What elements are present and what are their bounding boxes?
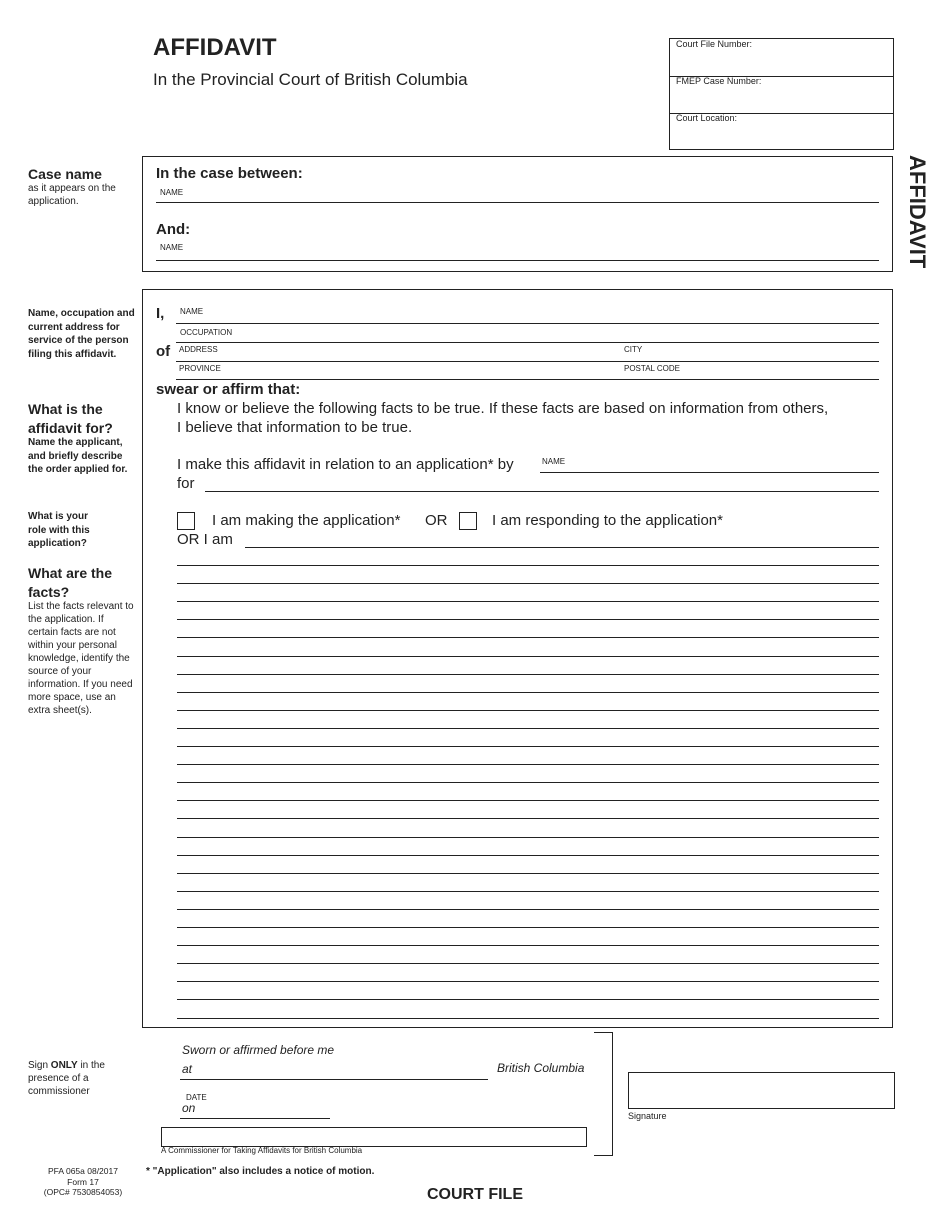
party1-name-label: NAME [160, 188, 184, 197]
side-title: AFFIDAVIT [905, 155, 930, 269]
order-applied-line[interactable] [205, 491, 879, 492]
party2-name-line[interactable] [156, 260, 879, 261]
address-line[interactable] [176, 361, 879, 362]
sign-note: Sign ONLY in the presence of a commissioner [28, 1060, 105, 1097]
fact-line[interactable] [177, 800, 879, 801]
purpose-note: Name the applicant, and briefly describe the order applied for. [28, 437, 128, 475]
fact-line[interactable] [177, 1018, 879, 1019]
swear-label: swear or affirm that: [156, 381, 301, 398]
fact-line[interactable] [177, 909, 879, 910]
fact-line[interactable] [177, 637, 879, 638]
court-location-field[interactable]: Court Location: [676, 113, 738, 123]
signature-box[interactable] [628, 1072, 895, 1109]
role-note: What is your role with this application? [28, 511, 90, 549]
fact-line[interactable] [177, 782, 879, 783]
at-label: at [182, 1062, 193, 1076]
form-code: PFA 065a 08/2017 Form 17 (OPC# 7530854053) [43, 1166, 123, 1197]
purpose-heading: What is the affidavit for? [28, 401, 113, 436]
fact-line[interactable] [177, 873, 879, 874]
sworn-location-line[interactable] [180, 1079, 488, 1080]
court-subtitle: In the Provincial Court of British Columbia [153, 70, 468, 89]
fact-line[interactable] [177, 692, 879, 693]
facts-note: List the facts relevant to the application. If certain facts are not within your personal knowledge, identify the source of your information. If you need more space, use an extra sheet(s). [28, 601, 134, 716]
relation-text: I make this affidavit in relation to an application* by [177, 456, 514, 473]
signing-bracket [594, 1032, 613, 1156]
court-file-label: COURT FILE [427, 1186, 523, 1203]
fact-line[interactable] [177, 999, 879, 1000]
fact-line[interactable] [177, 963, 879, 964]
court-file-number-field[interactable]: Court File Number: [670, 39, 893, 77]
and-label: And: [156, 221, 191, 238]
filer-name-label: NAME [180, 307, 204, 316]
fact-line[interactable] [177, 891, 879, 892]
facts-statement-line2: I believe that information to be true. [177, 419, 413, 436]
fact-line[interactable] [177, 619, 879, 620]
province-line[interactable] [176, 379, 879, 380]
date-line[interactable] [180, 1118, 330, 1119]
fmep-case-number-field[interactable]: FMEP Case Number: [670, 76, 893, 114]
responding-application-label: I am responding to the application* [492, 512, 723, 529]
of-label: of [156, 343, 171, 360]
fact-line[interactable] [177, 710, 879, 711]
fact-line[interactable] [177, 601, 879, 602]
fact-line[interactable] [177, 728, 879, 729]
party1-name-line[interactable] [156, 202, 879, 203]
fact-line[interactable] [177, 764, 879, 765]
commissioner-label: A Commissioner for Taking Affidavits for British Columbia [161, 1146, 363, 1155]
fact-line[interactable] [177, 945, 879, 946]
case-name-heading: Case name [28, 166, 102, 182]
applicant-name-line[interactable] [540, 472, 879, 473]
fact-line[interactable] [177, 927, 879, 928]
form-title: AFFIDAVIT [153, 34, 277, 61]
facts-heading: What are the facts? [28, 565, 113, 600]
applicant-name-label: NAME [542, 457, 566, 466]
case-name-note: as it appears on the application. [28, 183, 116, 207]
making-application-checkbox[interactable] [177, 512, 195, 530]
responding-application-checkbox[interactable] [459, 512, 477, 530]
fact-line[interactable] [177, 981, 879, 982]
party2-name-label: NAME [160, 243, 184, 252]
date-label: DATE [186, 1093, 207, 1102]
facts-statement-line1: I know or believe the following facts to be true. If these facts are based on information from others, [177, 400, 829, 417]
province-label: PROVINCE [179, 364, 221, 373]
or-i-am-label: OR I am [177, 531, 233, 548]
other-role-line[interactable] [245, 547, 879, 548]
on-label: on [182, 1101, 196, 1115]
or-label: OR [425, 512, 448, 529]
filer-name-line[interactable] [176, 323, 879, 324]
fact-line[interactable] [177, 746, 879, 747]
city-label: CITY [624, 345, 643, 354]
fact-line[interactable] [177, 565, 879, 566]
fact-line[interactable] [177, 674, 879, 675]
filer-note: Name, occupation and current address for service of the person filing this affidavit. [28, 308, 135, 360]
signature-label: Signature [628, 1111, 667, 1121]
court-info-box [669, 38, 894, 150]
making-application-label: I am making the application* [212, 512, 401, 529]
fact-line[interactable] [177, 837, 879, 838]
occupation-line[interactable] [176, 342, 879, 343]
between-label: In the case between: [156, 165, 303, 182]
sworn-label: Sworn or affirmed before me [182, 1043, 335, 1057]
bc-label: British Columbia [497, 1061, 585, 1075]
fact-line[interactable] [177, 583, 879, 584]
i-label: I, [156, 305, 165, 322]
application-footnote: * "Application" also includes a notice of motion. [146, 1166, 375, 1177]
fact-line[interactable] [177, 818, 879, 819]
fact-line[interactable] [177, 656, 879, 657]
postal-code-label: POSTAL CODE [624, 364, 681, 373]
occupation-label: OCCUPATION [180, 328, 233, 337]
commissioner-signature-box[interactable] [161, 1127, 587, 1147]
for-label: for [177, 475, 195, 492]
fact-line[interactable] [177, 855, 879, 856]
address-label: ADDRESS [179, 345, 218, 354]
